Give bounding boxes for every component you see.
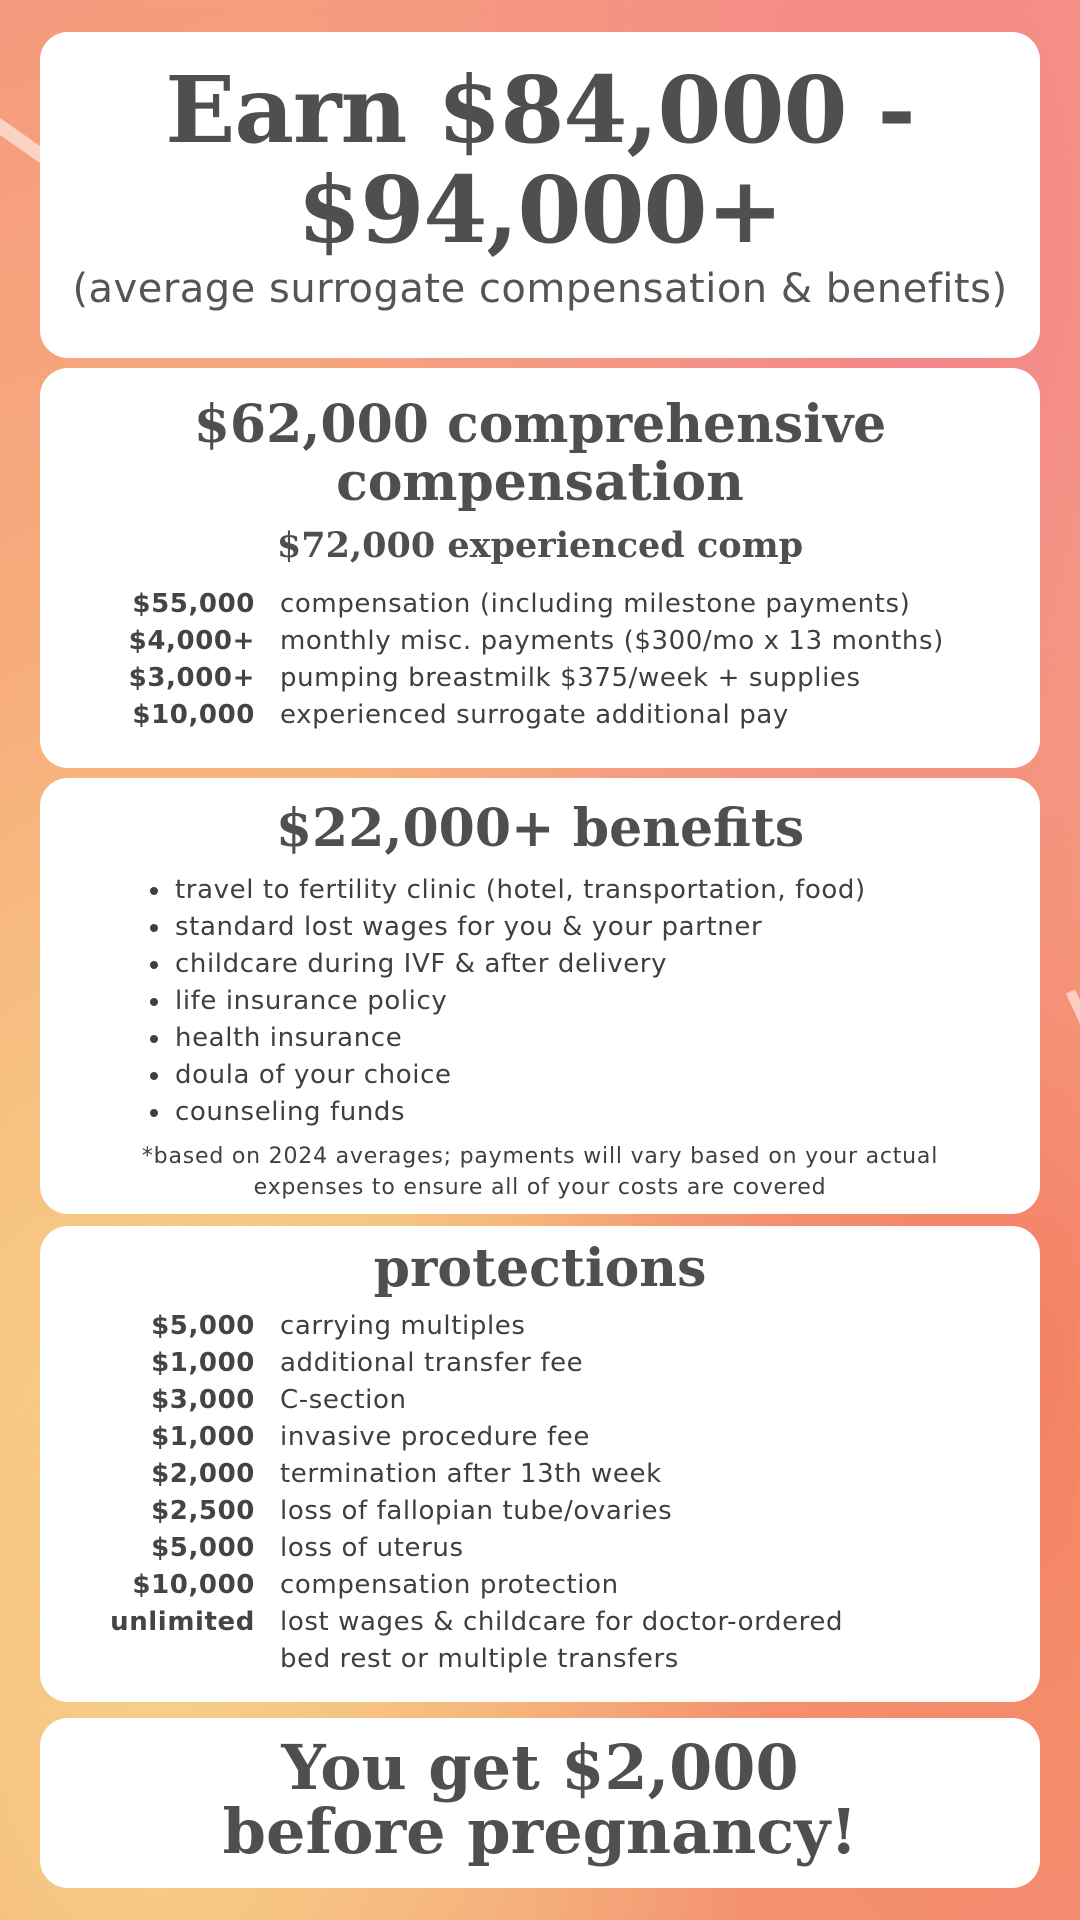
protection-row xyxy=(40,1530,1040,1567)
description: additional transfer fee xyxy=(280,1348,584,1378)
protections-list xyxy=(40,1308,1040,1678)
hero-title-line2: $94,000+ xyxy=(297,156,783,264)
compensation-row xyxy=(40,623,1040,660)
compensation-row xyxy=(40,586,1040,623)
description: carrying multiples xyxy=(280,1311,526,1341)
background-brushstroke xyxy=(1066,989,1080,1120)
benefits-card xyxy=(40,778,1040,1214)
list-item: health insurance xyxy=(145,1020,1040,1057)
benefits-list xyxy=(40,872,1040,1131)
amount: $3,000 xyxy=(151,1385,255,1415)
callout-line2: before pregnancy! xyxy=(222,1795,858,1868)
amount: $4,000+ xyxy=(128,626,255,656)
description: loss of uterus xyxy=(280,1533,464,1563)
hero-subtitle: (average surrogate compensation & benefits) xyxy=(72,266,1008,312)
amount: $55,000 xyxy=(132,589,255,619)
protection-row xyxy=(40,1604,1040,1678)
description: compensation protection xyxy=(280,1570,619,1600)
hero-title-line1: Earn $84,000 - xyxy=(165,56,915,164)
protection-row xyxy=(40,1456,1040,1493)
benefits-footnote xyxy=(40,1141,1040,1203)
amount: $5,000 xyxy=(151,1311,255,1341)
protection-row xyxy=(40,1345,1040,1382)
list-item: life insurance policy xyxy=(145,983,1040,1020)
protection-row xyxy=(40,1419,1040,1456)
list-item: childcare during IVF & after delivery xyxy=(145,946,1040,983)
list-item: counseling funds xyxy=(145,1094,1040,1131)
protection-row xyxy=(40,1567,1040,1604)
protections-card xyxy=(40,1226,1040,1702)
amount: $5,000 xyxy=(151,1533,255,1563)
amount: $10,000 xyxy=(132,700,255,730)
compensation-title-line1: $62,000 comprehensive xyxy=(193,394,887,455)
description: invasive procedure fee xyxy=(280,1422,590,1452)
protection-row xyxy=(40,1493,1040,1530)
protection-row xyxy=(40,1308,1040,1345)
description: termination after 13th week xyxy=(280,1459,662,1489)
amount: $1,000 xyxy=(151,1348,255,1378)
description: loss of fallopian tube/ovaries xyxy=(280,1496,673,1526)
compensation-title-line2: compensation xyxy=(336,452,744,513)
description: compensation (including milestone payments) xyxy=(280,589,911,619)
amount: $2,000 xyxy=(151,1459,255,1489)
description: C-section xyxy=(280,1385,407,1415)
compensation-subtitle: $72,000 experienced comp xyxy=(276,525,804,566)
list-item: travel to fertility clinic (hotel, transportation, food) xyxy=(145,872,1040,909)
protection-row xyxy=(40,1382,1040,1419)
compensation-row xyxy=(40,660,1040,697)
protections-title: protections xyxy=(373,1238,707,1299)
description-line1: lost wages & childcare for doctor-ordered xyxy=(280,1607,844,1637)
description-line2: bed rest or multiple transfers xyxy=(280,1644,679,1674)
compensation-card xyxy=(40,368,1040,768)
callout-line1: You get $2,000 xyxy=(281,1731,799,1804)
amount: $2,500 xyxy=(151,1496,255,1526)
amount: $10,000 xyxy=(132,1570,255,1600)
footnote-line1: *based on 2024 averages; payments will vary based on your actual xyxy=(141,1144,939,1169)
amount: $3,000+ xyxy=(128,663,255,693)
hero-card xyxy=(40,32,1040,358)
compensation-list xyxy=(40,586,1040,734)
description: experienced surrogate additional pay xyxy=(280,700,789,730)
footnote-line2: expenses to ensure all of your costs are covered xyxy=(253,1175,827,1200)
benefits-title: $22,000+ benefits xyxy=(275,798,805,859)
description xyxy=(280,1604,843,1678)
callout-card xyxy=(40,1718,1040,1888)
amount: $1,000 xyxy=(151,1422,255,1452)
list-item: doula of your choice xyxy=(145,1057,1040,1094)
compensation-row xyxy=(40,697,1040,734)
amount: unlimited xyxy=(110,1607,255,1637)
description: pumping breastmilk $375/week + supplies xyxy=(280,663,861,693)
list-item: standard lost wages for you & your partner xyxy=(145,909,1040,946)
description: monthly misc. payments ($300/mo x 13 months) xyxy=(280,626,944,656)
